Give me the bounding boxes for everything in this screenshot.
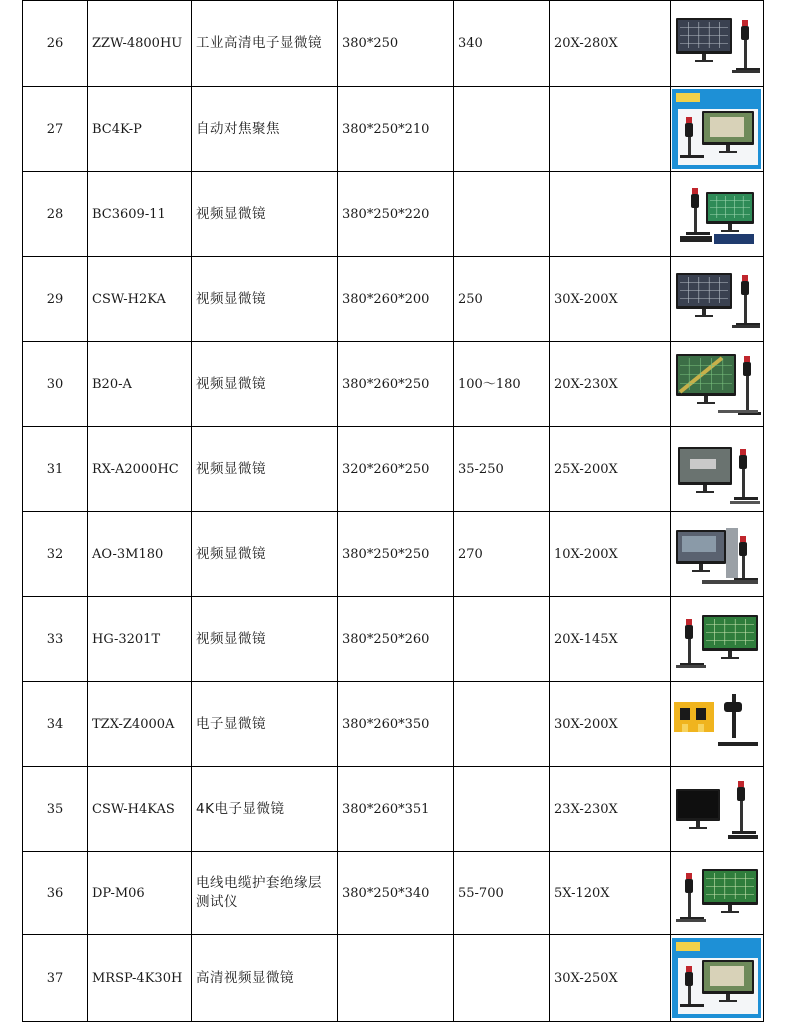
- table-row: [23, 172, 764, 257]
- table-row: [23, 597, 764, 682]
- model-cell: RX-A2000HC: [88, 427, 192, 512]
- dimensions-cell: 380*250*260: [338, 597, 454, 682]
- table-row: [23, 1, 764, 87]
- product-image-cell: [671, 935, 764, 1022]
- product-image-cell: [671, 852, 764, 935]
- model-cell: CSW-H4KAS: [88, 767, 192, 852]
- product-image-cell: [671, 87, 764, 172]
- row-number: 32: [23, 512, 88, 597]
- magnification-cell: 30X-200X: [550, 682, 671, 767]
- product-image-cell: [671, 172, 764, 257]
- product-name-cell: 视频显微镜: [192, 427, 338, 512]
- video-microscope-photo: [672, 259, 761, 339]
- row-number: 29: [23, 257, 88, 342]
- product-image-cell: [671, 1, 764, 87]
- product-name-cell: 自动对焦聚焦: [192, 87, 338, 172]
- row-number: 31: [23, 427, 88, 512]
- magnification-cell: 25X-200X: [550, 427, 671, 512]
- product-image-cell: [671, 257, 764, 342]
- video-microscope-photo: [672, 599, 761, 679]
- model-cell: AO-3M180: [88, 512, 192, 597]
- parameter-cell: [454, 682, 550, 767]
- magnification-cell: 30X-250X: [550, 935, 671, 1022]
- product-name-cell: 电子显微镜: [192, 682, 338, 767]
- microscope-monitor-photo: [672, 4, 761, 84]
- model-cell: BC4K-P: [88, 87, 192, 172]
- product-image-cell: [671, 767, 764, 852]
- magnification-cell: [550, 172, 671, 257]
- magnification-cell: 30X-200X: [550, 257, 671, 342]
- product-name-cell: 视频显微镜: [192, 257, 338, 342]
- row-number: 37: [23, 935, 88, 1022]
- row-number: 35: [23, 767, 88, 852]
- autofocus-microscope-photo: [672, 89, 761, 169]
- row-number: 34: [23, 682, 88, 767]
- magnification-cell: [550, 87, 671, 172]
- product-image-cell: [671, 512, 764, 597]
- table-row: [23, 257, 764, 342]
- row-number: 36: [23, 852, 88, 935]
- dimensions-cell: 380*260*351: [338, 767, 454, 852]
- parameter-cell: 270: [454, 512, 550, 597]
- table-row: [23, 852, 764, 935]
- parameter-cell: [454, 597, 550, 682]
- magnification-cell: 10X-200X: [550, 512, 671, 597]
- model-cell: TZX-Z4000A: [88, 682, 192, 767]
- product-name-cell: 高清视频显微镜: [192, 935, 338, 1022]
- product-name-cell: 视频显微镜: [192, 172, 338, 257]
- magnification-cell: 5X-120X: [550, 852, 671, 935]
- dimensions-cell: 380*250*220: [338, 172, 454, 257]
- table-row: [23, 682, 764, 767]
- model-cell: CSW-H2KA: [88, 257, 192, 342]
- table-row: [23, 935, 764, 1022]
- parameter-cell: 340: [454, 1, 550, 87]
- parameter-cell: [454, 935, 550, 1022]
- model-cell: BC3609-11: [88, 172, 192, 257]
- video-microscope-photo: [672, 429, 761, 509]
- row-number: 30: [23, 342, 88, 427]
- model-cell: DP-M06: [88, 852, 192, 935]
- parameter-cell: [454, 87, 550, 172]
- product-image-cell: [671, 427, 764, 512]
- product-table: [22, 0, 764, 1022]
- row-number: 33: [23, 597, 88, 682]
- hd-video-microscope-photo: [672, 938, 761, 1018]
- table-row: [23, 427, 764, 512]
- video-microscope-photo: [672, 344, 761, 424]
- dimensions-cell: 380*250: [338, 1, 454, 87]
- parameter-cell: [454, 172, 550, 257]
- parameter-cell: [454, 767, 550, 852]
- product-name-cell: 视频显微镜: [192, 597, 338, 682]
- dimensions-cell: 380*250*340: [338, 852, 454, 935]
- product-name-cell: 工业高清电子显微镜: [192, 1, 338, 87]
- magnification-cell: 20X-145X: [550, 597, 671, 682]
- table-row: [23, 87, 764, 172]
- parameter-cell: 35-250: [454, 427, 550, 512]
- row-number: 27: [23, 87, 88, 172]
- parameter-cell: 100～180: [454, 342, 550, 427]
- product-image-cell: [671, 682, 764, 767]
- product-name-cell: 电线电缆护套绝缘层测试仪: [192, 852, 338, 935]
- electron-microscope-photo: [672, 684, 761, 764]
- dimensions-cell: 320*260*250: [338, 427, 454, 512]
- row-number: 26: [23, 1, 88, 87]
- model-cell: MRSP-4K30H: [88, 935, 192, 1022]
- model-cell: B20-A: [88, 342, 192, 427]
- table-row: [23, 767, 764, 852]
- table-row: [23, 342, 764, 427]
- product-image-cell: [671, 342, 764, 427]
- table-row: [23, 512, 764, 597]
- cable-sheath-tester-photo: [672, 853, 761, 933]
- row-number: 28: [23, 172, 88, 257]
- video-microscope-photo: [672, 514, 761, 594]
- dimensions-cell: 380*250*210: [338, 87, 454, 172]
- product-image-cell: [671, 597, 764, 682]
- 4k-electron-microscope-photo: [672, 769, 761, 849]
- product-name-cell: 视频显微镜: [192, 512, 338, 597]
- magnification-cell: 20X-280X: [550, 1, 671, 87]
- product-name-cell: 视频显微镜: [192, 342, 338, 427]
- dimensions-cell: [338, 935, 454, 1022]
- magnification-cell: 20X-230X: [550, 342, 671, 427]
- video-microscope-photo: [672, 174, 761, 254]
- parameter-cell: 55-700: [454, 852, 550, 935]
- product-name-cell: 4K电子显微镜: [192, 767, 338, 852]
- dimensions-cell: 380*260*200: [338, 257, 454, 342]
- model-cell: ZZW-4800HU: [88, 1, 192, 87]
- dimensions-cell: 380*260*250: [338, 342, 454, 427]
- dimensions-cell: 380*260*350: [338, 682, 454, 767]
- magnification-cell: 23X-230X: [550, 767, 671, 852]
- parameter-cell: 250: [454, 257, 550, 342]
- model-cell: HG-3201T: [88, 597, 192, 682]
- dimensions-cell: 380*250*250: [338, 512, 454, 597]
